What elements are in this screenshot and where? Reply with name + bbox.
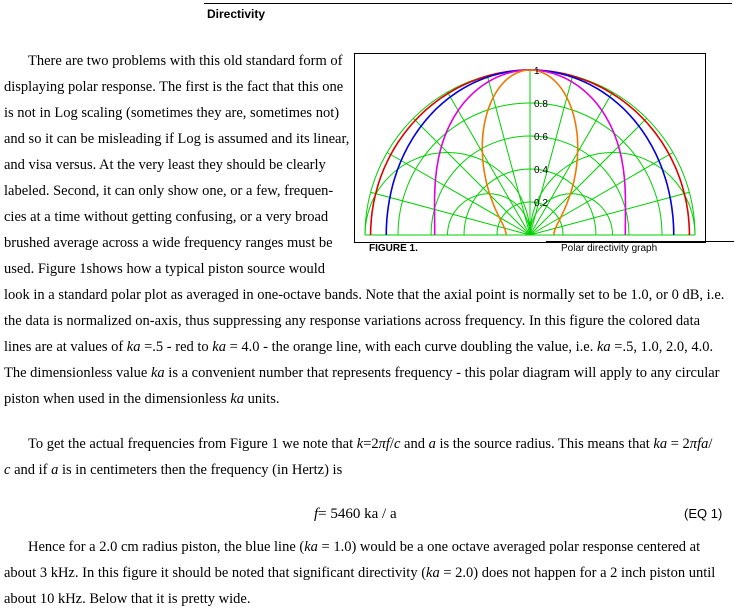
para1-line-5: and visa versus. At the very least they should be clearly (4, 157, 326, 173)
para2-line-2: c and if a is in centimeters then the frequency (in Hertz) is (4, 462, 343, 478)
figure-caption: Polar directivity graph (561, 243, 658, 254)
polar-spoke (387, 153, 530, 236)
para1-line-13: The dimensionless value ka is a convenient number that represents frequency - this polar diagram will apply to any circular (4, 365, 720, 381)
figure-label: FIGURE 1. (369, 243, 418, 254)
para3-line-1: Hence for a 2.0 cm radius piston, the blue line (ka = 1.0) would be a one octave averaged polar response centered at (28, 539, 701, 555)
para1-line-1: There are two problems with this old standard form of (28, 53, 343, 69)
polar-tick-label: 1 (534, 66, 540, 77)
polar-tick-label: 0.8 (534, 99, 548, 110)
para1-line-6: labeled. Second, it can only show one, or a few, frequen- (4, 183, 334, 199)
polar-spoke (487, 76, 530, 235)
polar-tick-label: 0.4 (534, 165, 548, 176)
para1-line-8: brushed average across a wide frequency ranges must be (4, 235, 333, 251)
para1-line-3: is not in Log scaling (sometimes they are, sometimes not) (4, 105, 340, 121)
para1-line-10: look in a standard polar plot as averaged in one-octave bands. Note that the axial point is normally set to be 1.0, or 0 dB, i.e. (4, 287, 725, 303)
para3-line-3: about 10 kHz. Below that it is pretty wide. (4, 591, 251, 607)
para1-line-14: piston when used in the dimensionless ka units. (4, 391, 280, 407)
header-rule (204, 3, 732, 4)
polar-tick-label: 0.6 (534, 132, 548, 143)
equation-number: (EQ 1) (684, 506, 723, 521)
figure-caption-rule (546, 241, 734, 242)
polar-spoke (413, 118, 530, 235)
para1-line-12: lines are at values of ka =.5 - red to ka = 4.0 - the orange line, with each curve doubling the value, i.e. ka =.5, 1.0, 2.0, 4.0. (4, 339, 714, 355)
polar-aux-arc (530, 152, 695, 235)
polar-spoke (530, 192, 689, 235)
polar-aux-arc (365, 153, 530, 235)
para1-line-9: used. Figure 1shows how a typical piston source would (4, 261, 325, 277)
para1-line-7: cies at a time without getting confusing, or a very broad (4, 209, 329, 225)
polar-spoke (530, 153, 673, 236)
equation: f= 5460 ka / a (314, 506, 397, 522)
section-title: Directivity (207, 7, 266, 21)
para1-line-2: displaying polar response. The first is the fact that this one (4, 79, 344, 95)
polar-directivity-chart (355, 54, 705, 242)
para1-line-11: the data is normalized on-axis, thus suppressing any response variations across frequency. In this figure the colored data (4, 313, 701, 329)
para3-line-2: about 3 kHz. In this figure it should be noted that significant directivity (ka = 2.0) does not happen for a 2 inch piston until (4, 565, 716, 581)
polar-spoke (371, 192, 530, 235)
para1-line-4: and so it can be misleading if Log is assumed and its linear, (4, 131, 350, 147)
figure-frame (354, 53, 706, 243)
polar-tick-label: 0.2 (534, 198, 548, 209)
para2-line-1: To get the actual frequencies from Figure 1 we note that k=2πf/c and a is the source radius. This means that ka = 2πfa/ (28, 436, 713, 452)
figure-1 (354, 53, 734, 257)
